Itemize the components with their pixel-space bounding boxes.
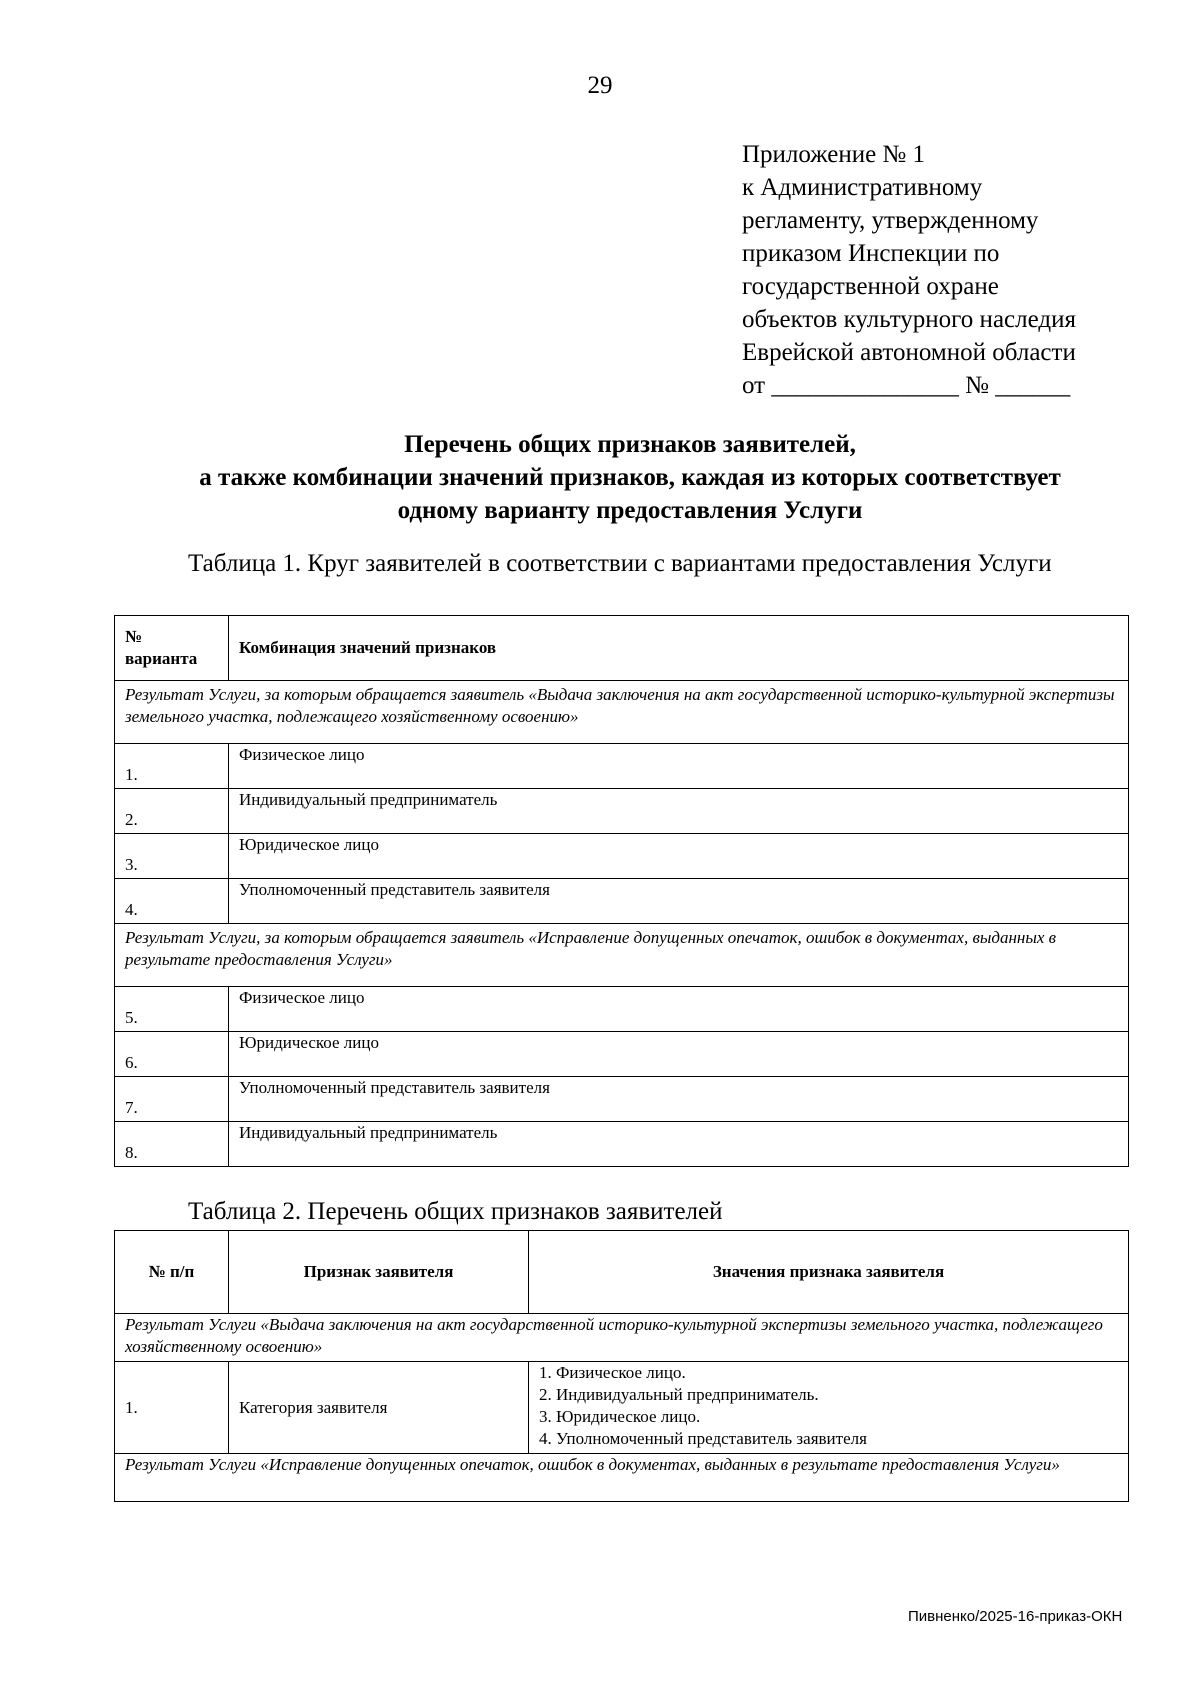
table-header-row [115,616,1129,681]
table-row [115,744,1129,789]
header-attribute: Признак заявителя [229,1231,529,1314]
appendix-line: приказом Инспекции по [742,240,1000,267]
group-title: Результат Услуги «Исправление допущенных опечаток, ошибок в документах, выданных в результате предоставления Услуги» [115,1454,1129,1502]
appendix-block [742,138,1076,402]
variant-number: 5. [115,987,229,1032]
variants-table [114,615,1129,1167]
title-line: а также комбинации значений признаков, каждая из которых соответствует [199,464,1061,491]
header-variant-number: № варианта [115,616,229,681]
appendix-line: государственной охране [742,273,999,300]
header-combination: Комбинация значений признаков [229,616,1129,681]
table-row [115,1362,1129,1454]
variant-description: Юридическое лицо [229,834,1129,879]
group-row [115,1454,1129,1502]
table1-caption: Таблица 1. Круг заявителей в соответствии с вариантами предоставления Услуги [188,550,1052,577]
appendix-line: от _______________ № ______ [742,372,1071,399]
value-item: 2. Индивидуальный предприниматель. [539,1385,819,1404]
value-item: 3. Юридическое лицо. [539,1407,701,1426]
variant-description: Индивидуальный предприниматель [229,1122,1129,1167]
variant-number: 8. [115,1122,229,1167]
table-header-row [115,1231,1129,1314]
appendix-line: Приложение № 1 [742,141,926,168]
variant-description: Юридическое лицо [229,1032,1129,1077]
footer-reference: Пивненко/2025-16-приказ-ОКН [908,1608,1123,1625]
value-item: 4. Уполномоченный представитель заявителя [539,1429,867,1448]
row-number: 1. [115,1362,229,1454]
table-row [115,789,1129,834]
group-row [115,924,1129,987]
variant-number: 7. [115,1077,229,1122]
variant-number: 1. [115,744,229,789]
attribute-values [529,1362,1129,1454]
group-title: Результат Услуги, за которым обращается заявитель «Выдача заключения на акт государственной историко-культурной экспертизы земельного участка, подлежащего хозяйственному освоению» [115,681,1129,744]
value-item: 1. Физическое лицо. [539,1363,686,1382]
appendix-line: объектов культурного наследия [742,306,1076,333]
header-number: № п/п [115,1231,229,1314]
variant-number: 3. [115,834,229,879]
attributes-table [114,1230,1129,1502]
appendix-line: Еврейской автономной области [742,339,1076,366]
table-row [115,987,1129,1032]
appendix-line: к Административному [742,174,983,201]
header-values: Значения признака заявителя [529,1231,1129,1314]
title-line: одному варианту предоставления Услуги [397,497,863,524]
document-title [100,428,1160,527]
title-line: Перечень общих признаков заявителей, [404,431,856,458]
table-row [115,834,1129,879]
variant-number: 6. [115,1032,229,1077]
appendix-line: регламенту, утвержденному [742,207,1039,234]
table-row [115,1032,1129,1077]
group-title: Результат Услуги «Выдача заключения на акт государственной историко-культурной экспертизы земельного участка, подлежащего хозяйственному освоению» [115,1314,1129,1362]
variant-description: Физическое лицо [229,987,1129,1032]
variant-number: 4. [115,879,229,924]
variant-description: Физическое лицо [229,744,1129,789]
group-row [115,1314,1129,1362]
variant-number: 2. [115,789,229,834]
attribute-name: Категория заявителя [229,1362,529,1454]
variant-description: Уполномоченный представитель заявителя [229,1077,1129,1122]
table2-caption: Таблица 2. Перечень общих признаков заявителей [188,1198,723,1225]
variant-description: Уполномоченный представитель заявителя [229,879,1129,924]
group-title: Результат Услуги, за которым обращается заявитель «Исправление допущенных опечаток, ошибок в документах, выданных в результате предоставления Услуги» [115,924,1129,987]
table-row [115,1077,1129,1122]
group-row [115,681,1129,744]
table-row [115,1122,1129,1167]
page-number: 29 [587,72,613,99]
variant-description: Индивидуальный предприниматель [229,789,1129,834]
table-row [115,879,1129,924]
